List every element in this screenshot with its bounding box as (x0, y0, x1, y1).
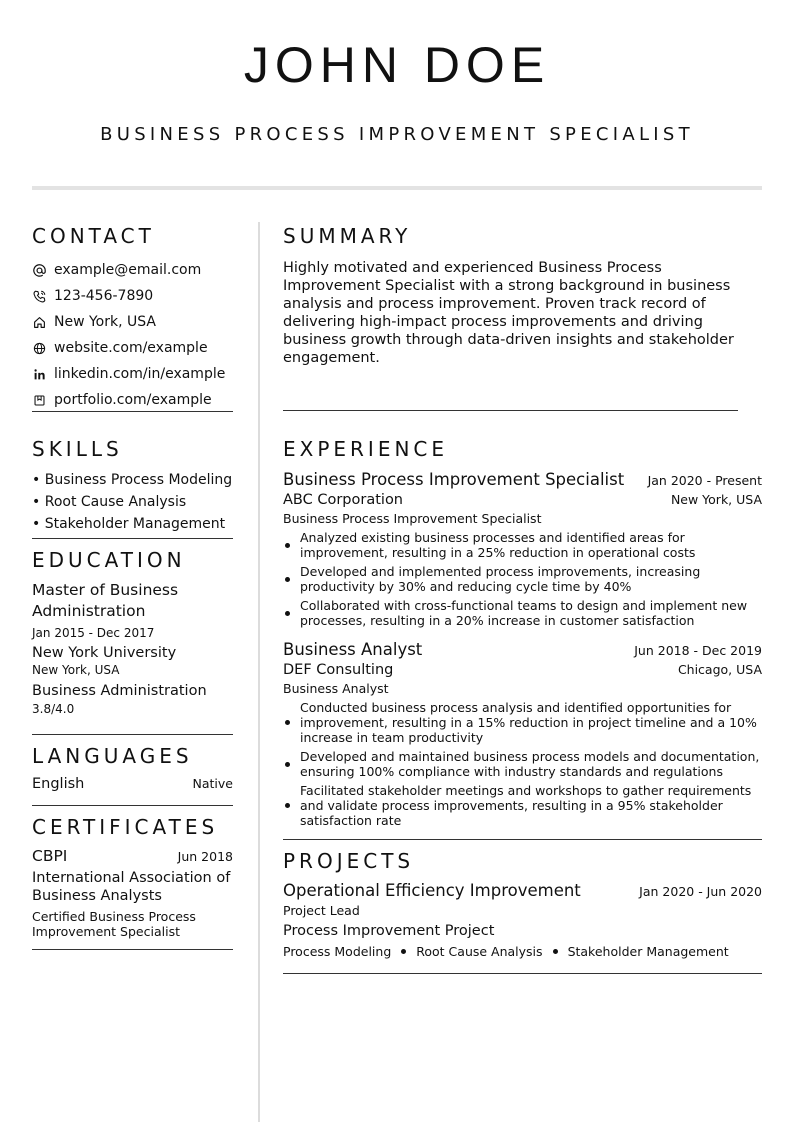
contact-email[interactable] (32, 257, 233, 283)
education-section (32, 548, 233, 735)
certificates-section (32, 815, 233, 950)
language-name: English (32, 776, 85, 792)
contact-email-text: example@email.com (54, 262, 202, 278)
project-subtitle: Process Improvement Project (283, 923, 495, 939)
contact-phone-text: 123-456-7890 (54, 288, 154, 304)
project-tag: Stakeholder Management (567, 944, 729, 959)
degree: Master of Business Administration (32, 581, 179, 620)
skill-item: • Stakeholder Management (32, 516, 226, 532)
contact-phone[interactable] (32, 283, 233, 309)
education-dates: Jan 2015 - Dec 2017 (32, 626, 155, 640)
contact-location-text: New York, USA (54, 314, 156, 330)
summary-divider (283, 410, 738, 411)
certificates-heading: CERTIFICATES (32, 815, 219, 839)
job-location: Chicago, USA (677, 662, 762, 677)
project-entry (283, 881, 762, 959)
certificate-issuer: International Association of Business Analysts (32, 870, 231, 904)
language-row (32, 776, 233, 792)
job-title: BUSINESS PROCESS IMPROVEMENT SPECIALIST (100, 124, 694, 145)
job-bullet: Collaborated with cross-functional teams to design and implement new processes, resulting in a 20% increase in customer satisfaction (283, 598, 762, 628)
certificate-date: Jun 2018 (177, 849, 233, 864)
gpa: 3.8/4.0 (32, 702, 75, 716)
contact-portfolio[interactable] (32, 387, 233, 413)
project-dates: Jan 2020 - Jun 2020 (639, 884, 762, 899)
languages-section (32, 744, 233, 806)
header-divider (32, 186, 762, 190)
phone-icon (32, 289, 46, 303)
home-icon (32, 315, 46, 329)
job-dates: Jan 2020 - Present (647, 473, 762, 488)
job-bullet: Analyzed existing business processes and identified areas for improvement, resulting in a 25% reduction in operational costs (283, 530, 762, 560)
tag-separator (553, 949, 558, 954)
contact-linkedin[interactable] (32, 361, 233, 387)
tag-separator (401, 949, 406, 954)
contact-location (32, 309, 233, 335)
contact-website[interactable] (32, 335, 233, 361)
job-title: Business Process Improvement Specialist (283, 470, 625, 489)
at-icon (32, 263, 46, 277)
column-divider (258, 222, 260, 1122)
job-company: ABC Corporation (283, 492, 404, 508)
summary-heading: SUMMARY (283, 224, 412, 248)
job-role: Business Process Improvement Specialist (283, 511, 542, 526)
contact-website-text: website.com/example (54, 340, 208, 356)
job-dates: Jun 2018 - Dec 2019 (634, 643, 762, 658)
skills-section (32, 437, 233, 539)
certificate-row (32, 847, 233, 865)
job-bullet: Facilitated stakeholder meetings and workshops to gather requirements and validate process improvements, resulting in a 95% stakeholder satisfaction rate (283, 783, 762, 828)
skill-item: • Root Cause Analysis (32, 494, 187, 510)
certificate-name: CBPI (32, 847, 68, 865)
job-role: Business Analyst (283, 681, 389, 696)
portfolio-icon (32, 393, 46, 407)
candidate-name: JOHN DOE (243, 37, 551, 93)
linkedin-icon (32, 367, 46, 381)
summary-section (283, 224, 762, 412)
contact-portfolio-text: portfolio.com/example (54, 392, 212, 408)
job-entry (283, 640, 762, 828)
globe-icon (32, 341, 46, 355)
school-name: New York University (32, 645, 177, 661)
job-location: New York, USA (670, 492, 762, 507)
bullet-dot (283, 530, 300, 560)
job-entry (283, 470, 762, 628)
job-bullet: Developed and maintained business process models and documentation, ensuring 100% compliance with industry standards and regulations (283, 749, 762, 779)
experience-heading: EXPERIENCE (283, 437, 449, 461)
project-title: Operational Efficiency Improvement (283, 881, 581, 900)
education-heading: EDUCATION (32, 548, 186, 572)
bullet-dot (283, 598, 300, 628)
project-tag: Process Modeling (283, 944, 392, 959)
summary-text: Highly motivated and experienced Business Process Improvement Specialist with a strong background in business analysis and process improvement. Proven track record of delivering high-impact process improvements and driving business growth through data-driven insights and stakeholder engagement. (283, 260, 734, 366)
skill-item: • Business Process Modeling (32, 472, 233, 488)
job-bullet: Developed and implemented process improvements, increasing productivity by 30% and reducing cycle time by 40% (283, 564, 762, 594)
language-level: Native (192, 776, 233, 791)
skills-heading: SKILLS (32, 437, 123, 461)
bullet-dot (283, 783, 300, 828)
field-of-study: Business Administration (32, 683, 207, 699)
project-tags (283, 944, 762, 959)
projects-heading: PROJECTS (283, 849, 415, 873)
job-company: DEF Consulting (283, 662, 394, 678)
contact-linkedin-text: linkedin.com/in/example (54, 366, 226, 382)
bullet-dot (283, 564, 300, 594)
project-tag: Root Cause Analysis (416, 944, 543, 959)
project-role: Project Lead (283, 903, 360, 918)
experience-section (283, 437, 762, 840)
languages-heading: LANGUAGES (32, 744, 193, 768)
job-title: Business Analyst (283, 640, 423, 659)
job-bullet: Conducted business process analysis and identified opportunities for improvement, resulting in a 15% reduction in project timeline and a 10% increase in team productivity (283, 700, 762, 745)
certificate-description: Certified Business Process Improvement Specialist (32, 909, 196, 939)
contact-section (32, 224, 233, 412)
school-location: New York, USA (32, 663, 120, 677)
bullet-dot (283, 700, 300, 745)
bullet-dot (283, 749, 300, 779)
projects-section (283, 849, 762, 974)
contact-heading: CONTACT (32, 224, 155, 248)
